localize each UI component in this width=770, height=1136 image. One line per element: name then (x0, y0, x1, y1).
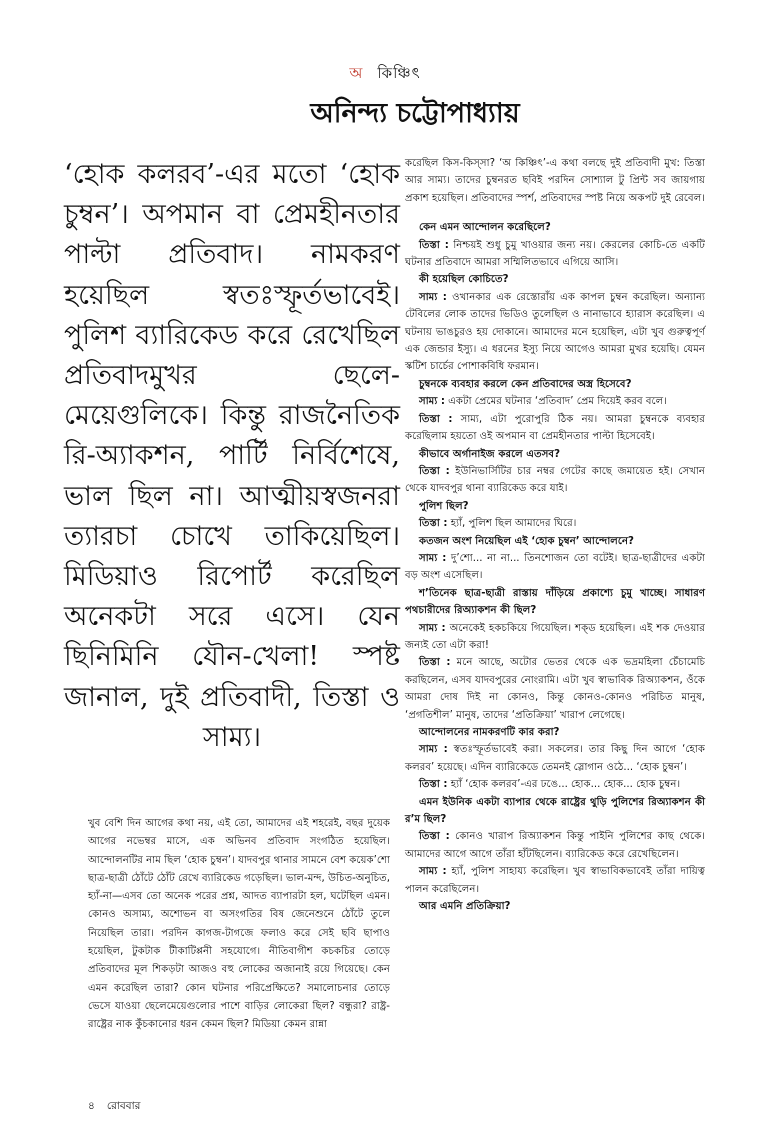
question: শ’তিনেক ছাত্র-ছাত্রী রাস্তায় দাঁড়িয়ে প্রকাশ্যে চুমু খাচ্ছে। সাধারণ পথচারীদের রিঅ্যাকশন কী ছিল? (405, 587, 705, 617)
answer (405, 463, 705, 498)
answer-text: ইউনিভার্সিটির চার নম্বর গেটের কাছে জমায়েত হই। সেখান থেকে যাদবপুর থানা ব্যারিকেড করে যাই। (405, 465, 705, 495)
answer-text: ওখানকার এক রেস্তোরাঁয় এক কাপল চুম্বন করেছিল। অন্যান্য টেবিলের লোক তাদের ভিডিও তুলেছিল ও নানাভাবে হ্যারাস করেছিল। এ ঘটনায় ভাঙচুরও হয় দোকানে। আমাদের মনে হয়েছিল, এটা খুব গুরুত্বপূর্ণ এক জেন্ডার ইস্যু। এ ধরনের ইস্যু নিয়ে আগেও আমরা মুখর হয়েছি। যেমন স্কটিশ চার্চের পোশাকবিধি ফরমান। (405, 291, 705, 373)
answer (405, 620, 705, 655)
answer (405, 654, 705, 724)
interview-column (405, 155, 705, 915)
answer (405, 393, 705, 410)
page-number: ৪ (88, 1100, 95, 1112)
section-title-first: অ (349, 64, 364, 82)
answer-text: অনেকেই হকচকিয়ে গিয়েছিল। শক্‌ড হয়েছিল। এই শক দেওয়ার জন্যই তো এটা করা! (405, 622, 705, 651)
speaker-name: তিস্তা : (419, 413, 453, 425)
answer (405, 741, 705, 776)
question: আর এমনি প্রতিক্রিয়া? (419, 901, 511, 913)
answer-text: মনে আছে, অটোর ভেতর থেকে এক ভদ্রমহিলা চেঁচামেচি করছিলেন, এসব যাদবপুরের নোংরামি। এটা খুব স্বাভাবিক রিঅ্যাকশন, ওঁকে আমরা দোষ দিই না কোনও, কিন্তু কোনও-কোনও পরিচিত মানুষ, ‘প্রগতিশীল’ মানুষ, তাদের ‘প্রতিক্রিয়া’ খারাপ লেগেছে। (405, 657, 705, 721)
speaker-name: তিস্তা : (419, 657, 451, 669)
answer-text: নিশ্চয়ই শুধু চুমু খাওয়ার জন্য নয়। কেরলের কোচি-তে একটি ঘটনার প্রতিবাদে আমরা সম্মিলিতভাবে এগিয়ে আসি। (405, 239, 705, 269)
answer (405, 411, 705, 446)
author-name: অনিন্দ্য চট্টোপাধ্যায় (310, 98, 520, 129)
answer-text: স্বতঃস্ফূর্তভাবেই করা। সকলের। তার কিছু দিন আগে ‘হোক কলরব’ হয়েছে। এদিন ব্যারিকেডে তেমনই স্লোগান ওঠে... ‘হোক চুম্বন’। (405, 744, 705, 773)
page-header (0, 62, 770, 138)
answer (405, 237, 705, 272)
speaker-name: সাম্য : (419, 396, 445, 408)
speaker-name: সাম্য : (419, 622, 446, 634)
speaker-name: সাম্য : (419, 866, 447, 878)
interview-intro: করেছিল কিস-কিস্‌সা? ‘অ কিঞ্চিৎ’-এ কথা বলছে দুই প্রতিবাদী মুখ: তিস্তা আর সাম্য। তাদের চুম্বনরত ছবিই পরদিন সোশ্যাল টু প্রিন্ট সব জায়গায় প্রকাশ হয়েছিল। প্রতিবাদের স্পর্শ, প্রতিবাদের স্পষ্ট নিয়ে অকপট দুই রেবেল। (405, 158, 705, 204)
question: চুম্বনকে ব্যবহার করলে কেন প্রতিবাদের অস্ত্র হিসেবে? (419, 378, 632, 390)
speaker-name: তিস্তা : (419, 779, 448, 791)
speaker-name: তিস্তা : (419, 831, 450, 843)
question: পুলিশ ছিল? (419, 500, 469, 512)
section-title (0, 62, 770, 87)
question: কীভাবে অর্গানাইজ করলে এতসব? (419, 448, 561, 460)
answer-text: হ্যাঁ, পুলিশ ছিল আমাদের ঘিরে। (450, 518, 577, 530)
question: কেন এমন আন্দোলন করেছিলে? (419, 222, 551, 234)
publication-name: রোববার (106, 1100, 141, 1112)
answer-text: হ্যাঁ, পুলিশ সাহায্য করেছিল। খুব স্বাভাবিকভাবেই তাঁরা দায়িত্ব পালন করেছিলেন। (405, 866, 705, 895)
answer (405, 863, 705, 898)
section-title-rest: কিঞ্চিৎ (377, 64, 421, 82)
speaker-name: সাম্য : (419, 552, 447, 564)
question: এমন ইউনিক একটা ব্যাপার থেকে রাষ্ট্রের থুড়ি পুলিশের রিঅ্যাকশন কী র’ম ছিল? (405, 796, 705, 826)
question: কতজন অংশ নিয়েছিল এই ‘হোক চুম্বন’ আন্দোলনে? (419, 535, 634, 547)
answer (405, 776, 705, 793)
speaker-name: তিস্তা : (419, 518, 448, 530)
question: আন্দোলনের নামকরণটি কার করা? (419, 727, 560, 738)
answer-text: কোনও খারাপ রিঅ্যাকশন কিন্তু পাইনি পুলিশের কাছ থেকে। আমাদের আগে আগে তাঁরা হাঁটছিলেন। ব্যারিকেড করে রেখেছিলেন। (405, 831, 705, 860)
answer (405, 828, 705, 863)
answer (405, 289, 705, 376)
question: কী হয়েছিল কোচিতে? (419, 274, 509, 286)
answer (405, 515, 705, 532)
answer-text: হ্যাঁ ‘হোক কলরব’-এর ঢঙে... হোক... হোক... হোক চুম্বন। (450, 779, 681, 791)
answer-text: একটা প্রেমের ঘটনার ‘প্রতিবাদ’ প্রেম দিয়েই করব বলে। (448, 396, 667, 408)
speaker-name: সাম্য : (419, 291, 447, 303)
speaker-name: তিস্তা : (419, 465, 450, 477)
answer (405, 550, 705, 585)
pull-quote: ‘হোক কলরব’-এর মতো ‘হোক চুম্বন’। অপমান বা প্রেমহীনতার পাল্টা প্রতিবাদ। নামকরণ হয়েছিল স্বতঃস্ফূর্তভাবেই। পুলিশ ব্যারিকেড করে রেখেছিল প্রতিবাদমুখর ছেলে-মেয়েগুলিকে। কিন্তু রাজনৈতিক রি-অ্যাকশন, পার্টি নির্বিশেষে, ভাল ছিল না। আত্মীয়স্বজনরা ত্যারচা চোখে তাকিয়েছিল। মিডিয়াও রিপোর্ট করেছিল অনেকটা সরে এসে। যেন ছিনিমিনি যৌন-খেলা! স্পষ্ট জানাল, দুই প্রতিবাদী, তিস্তা ও সাম্য। (64, 159, 400, 753)
speaker-name: তিস্তা : (419, 239, 449, 251)
page-footer (88, 1099, 152, 1116)
speaker-name: সাম্য : (419, 744, 448, 756)
answer-text: দু’শো... না না... তিনশোজন তো বটেই। ছাত্র-ছাত্রীদের একটা বড় অংশ এসেছিল। (405, 552, 705, 582)
intro-body-text: খুব বেশি দিন আগের কথা নয়, এই তো, আমাদের এই শহরেই, বছর দুয়েক আগের নভেম্বর মাসে, এক অভিনব প্রতিবাদ সংগঠিত হয়েছিল। আন্দোলনটির নাম ছিল ‘হোক চুম্বন’। যাদবপুর থানার সামনে বেশ কয়েক’শো ছাত্র-ছাত্রী ঠোঁটে ঠোঁট রেখে ব্যারিকেড গড়েছিল। ভাল-মন্দ, উচিত-অনুচিত, হ্যাঁ-না—এসব তো অনেক পরের প্রশ্ন, আদত ব্যাপারটা হল, ঘটেছিল এমন। কোনও অসাম্য, অশোভন বা অসংগতির বিষ জেনেশুনে ঠোঁটে তুলে নিয়েছিল তারা। পরদিন কাগজ-টাগজে ফলাও করে সেই ছবি ছাপাও হয়েছিল, টুকটাক টীকাটিপ্পনী সহযোগে। নীতিবাগীশ কচকচির তোড়ে প্রতিবাদের মূল শিকড়টা আজও বহু লোকের অজানাই রয়ে গিয়েছে। কেন এমন করেছিল তারা? কোন ঘটনার পরিপ্রেক্ষিতে? সমালোচনার তোড়ে ভেসে যাওয়া ছেলেমেয়েগুলোর পাশে বাড়ির লোকেরা ছিল? বন্ধুরা? রাষ্ট্র-রাষ্ট্রের নাক কুঁচকানোর ধরন কেমন ছিল? মিডিয়া কেমন রান্না (88, 818, 390, 1031)
answer-text: সাম্য, এটা পুরোপুরি ঠিক নয়। আমরা চুম্বনকে ব্যবহার করেছিলাম হয়তো ওই অপমান বা প্রেমহীনতার পাল্টা হিসেবেই। (405, 413, 705, 443)
